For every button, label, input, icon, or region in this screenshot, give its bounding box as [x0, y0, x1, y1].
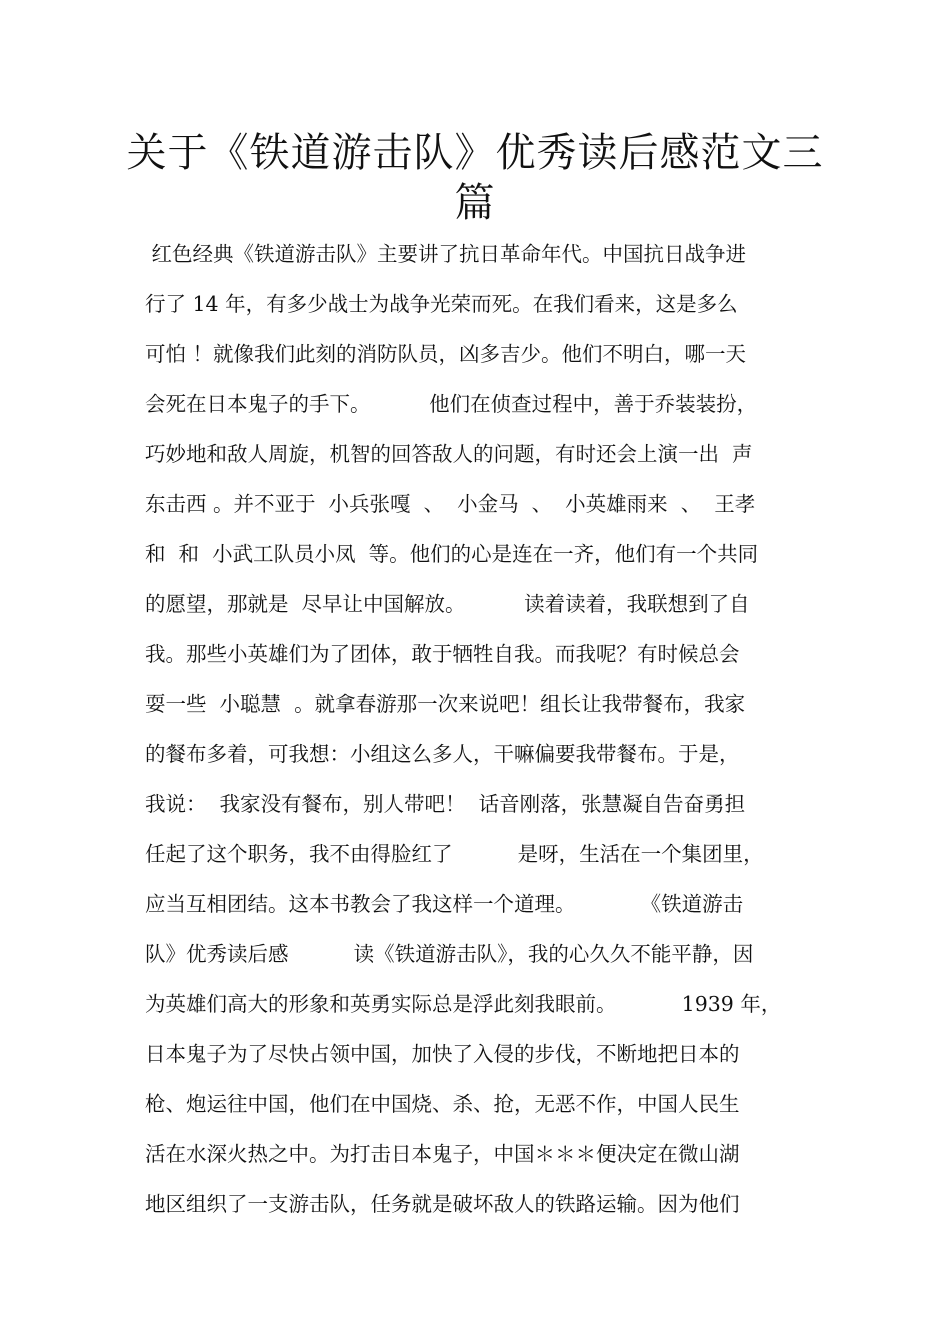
body-line: 耍一些 小聪慧 。就拿春游那一次来说吧！组长让我带餐布，我家	[145, 692, 746, 716]
body-line: 应当互相团结。这本书教会了我这样一个道理。 《铁道游击	[145, 892, 744, 916]
document-body	[145, 229, 817, 1229]
body-line: 巧妙地和敌人周旋，机智的回答敌人的问题，有时还会上演一出 声	[145, 442, 753, 466]
body-line: 红色经典《铁道游击队》主要讲了抗日革命年代。中国抗日战争进	[145, 242, 747, 266]
body-line: 行了 14 年，有多少战士为战争光荣而死。在我们看来，这是多么	[145, 292, 738, 316]
body-line: 活在水深火热之中。为打击日本鬼子，中国＊＊＊便决定在微山湖	[145, 1142, 740, 1166]
body-line: 可怕 ！就像我们此刻的消防队员，凶多吉少。他们不明白，哪一天	[145, 342, 747, 366]
body-line: 地区组织了一支游击队，任务就是破坏敌人的铁路运输。因为他们	[145, 1192, 740, 1216]
body-line: 为英雄们高大的形象和英勇实际总是浮此刻我眼前。 1939 年，	[145, 992, 782, 1016]
body-line: 我说： 我家没有餐布，别人带吧！ 话音刚落，张慧凝自告奋勇担	[145, 792, 746, 816]
body-line: 队》优秀读后感 读《铁道游击队》，我的心久久不能平静，因	[145, 942, 754, 966]
body-line: 和 和 小武工队员小凤 等。他们的心是连在一齐，他们有一个共同	[145, 542, 759, 566]
body-line: 任起了这个职务，我不由得脸红了 是呀，生活在一个集团里，	[145, 842, 764, 866]
body-line: 枪、炮运往中国，他们在中国烧、杀、抢，无恶不作，中国人民生	[145, 1092, 740, 1116]
body-line: 会死在日本鬼子的手下。 他们在侦查过程中，善于乔装装扮，	[145, 392, 758, 416]
body-line: 日本鬼子为了尽快占领中国，加快了入侵的步伐，不断地把日本的	[145, 1042, 740, 1066]
document-title	[120, 128, 830, 228]
body-line: 的餐布多着，可我想：小组这么多人，干嘛偏要我带餐布。于是，	[145, 742, 740, 766]
body-line: 的愿望，那就是 尽早让中国解放。 读着读着，我联想到了自	[145, 592, 750, 616]
body-line: 我。那些小英雄们为了团体，敢于牺牲自我。而我呢？有时候总会	[145, 642, 740, 666]
body-line: 东击西 。并不亚于 小兵张嘎 、 小金马 、 小英雄雨来 、 王孝	[145, 492, 756, 516]
title-line-2: 篇	[454, 180, 496, 226]
title-line-1: 关于《铁道游击队》优秀读后感范文三	[126, 130, 824, 176]
